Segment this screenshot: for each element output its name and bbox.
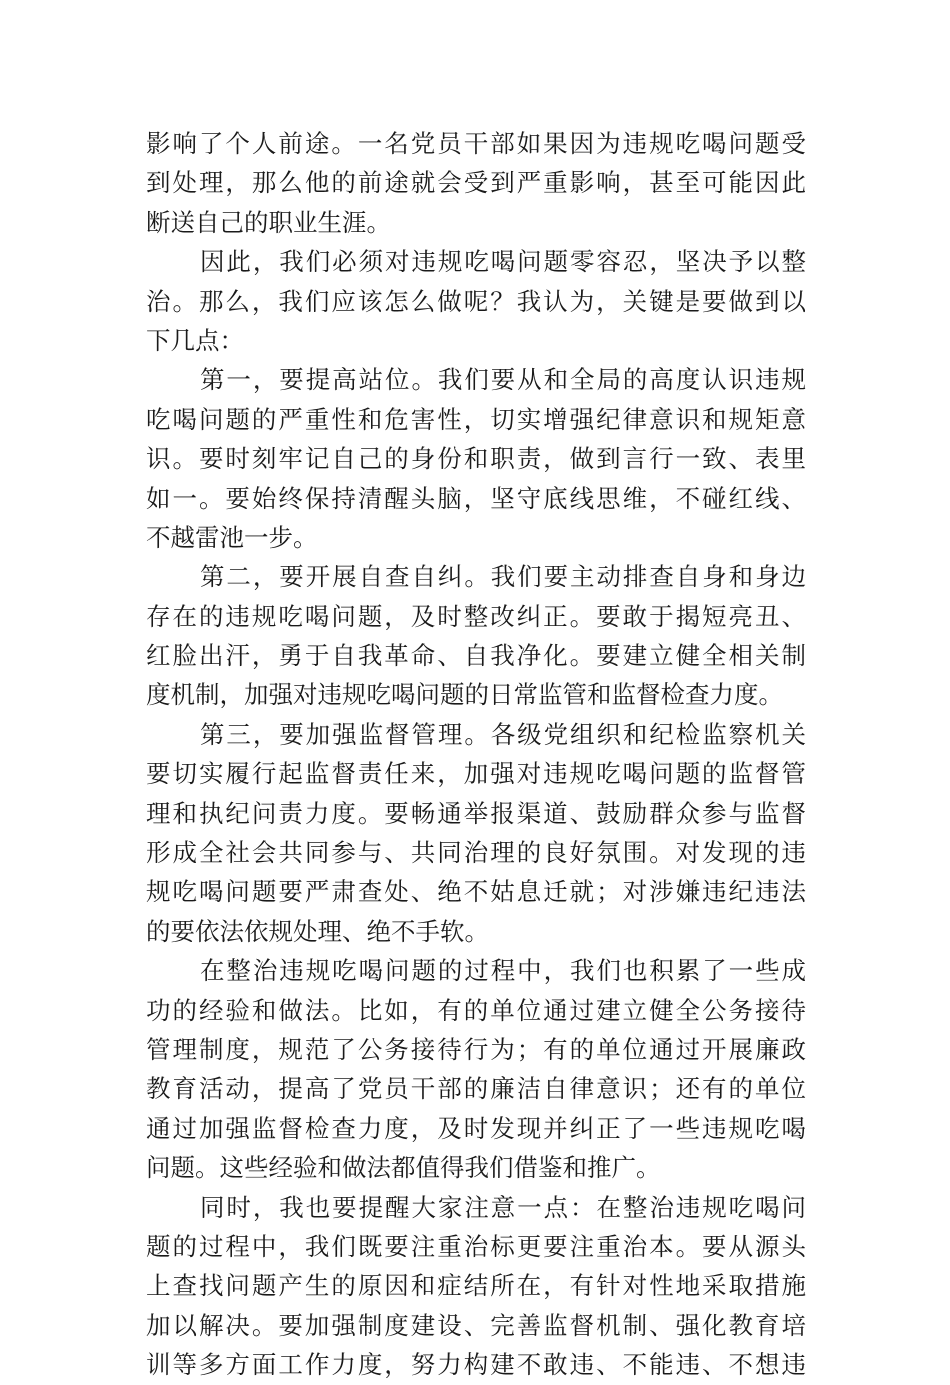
text-line: 形成全社会共同参与、共同治理的良好氛围。对发现的违: [146, 838, 806, 868]
text-line: 训等多方面工作力度，努力构建不敢违、不能违、不想违: [146, 1350, 806, 1380]
text-line: 问题。这些经验和做法都值得我们借鉴和推广。: [146, 1153, 661, 1183]
text-line: 题的过程中，我们既要注重治标更要注重治本。要从源头: [146, 1231, 806, 1261]
text-line: 通过加强监督检查力度，及时发现并纠正了一些违规吃喝: [146, 1113, 806, 1143]
text-line: 加以解决。要加强制度建设、完善监督机制、强化教育培: [146, 1310, 806, 1340]
text-line: 第二，要开展自查自纠。我们要主动排查自身和身边: [200, 562, 806, 592]
text-line: 理和执纪问责力度。要畅通举报渠道、鼓励群众参与监督: [146, 798, 806, 828]
text-line: 断送自己的职业生涯。: [146, 207, 391, 237]
text-line: 第三，要加强监督管理。各级党组织和纪检监察机关: [200, 719, 806, 749]
text-line: 红脸出汗，勇于自我革命、自我净化。要建立健全相关制: [146, 641, 806, 671]
text-line: 如一。要始终保持清醒头脑，坚守底线思维，不碰红线、: [146, 483, 806, 513]
text-line: 的要依法依规处理、绝不手软。: [146, 916, 489, 946]
text-line: 教育活动，提高了党员干部的廉洁自律意识；还有的单位: [146, 1074, 806, 1104]
text-line: 功的经验和做法。比如，有的单位通过建立健全公务接待: [146, 995, 806, 1025]
text-line: 识。要时刻牢记自己的身份和职责，做到言行一致、表里: [146, 444, 806, 474]
text-line: 同时，我也要提醒大家注意一点：在整治违规吃喝问: [200, 1192, 806, 1222]
document-body: [146, 124, 806, 1385]
text-line: 第一，要提高站位。我们要从和全局的高度认识违规: [200, 365, 806, 395]
text-line: 到处理，那么他的前途就会受到严重影响，甚至可能因此: [146, 168, 806, 198]
text-line: 管理制度，规范了公务接待行为；有的单位通过开展廉政: [146, 1034, 806, 1064]
text-line: 存在的违规吃喝问题，及时整改纠正。要敢于揭短亮丑、: [146, 601, 806, 631]
text-line: 不越雷池一步。: [146, 522, 318, 552]
text-line: 度机制，加强对违规吃喝问题的日常监管和监督检查力度。: [146, 680, 783, 710]
text-line: 要切实履行起监督责任来，加强对违规吃喝问题的监督管: [146, 759, 806, 789]
text-line: 吃喝问题的严重性和危害性，切实增强纪律意识和规矩意: [146, 404, 806, 434]
text-line: 规吃喝问题要严肃查处、绝不姑息迁就；对涉嫌违纪违法: [146, 877, 806, 907]
text-line: 上查找问题产生的原因和症结所在，有针对性地采取措施: [146, 1271, 806, 1301]
text-line: 治。那么，我们应该怎么做呢？我认为，关键是要做到以: [146, 286, 806, 316]
text-line: 因此，我们必须对违规吃喝问题零容忍，坚决予以整: [200, 247, 806, 277]
text-line: 下几点：: [146, 325, 244, 355]
text-line: 在整治违规吃喝问题的过程中，我们也积累了一些成: [200, 956, 806, 986]
text-line: 影响了个人前途。一名党员干部如果因为违规吃喝问题受: [146, 129, 806, 158]
